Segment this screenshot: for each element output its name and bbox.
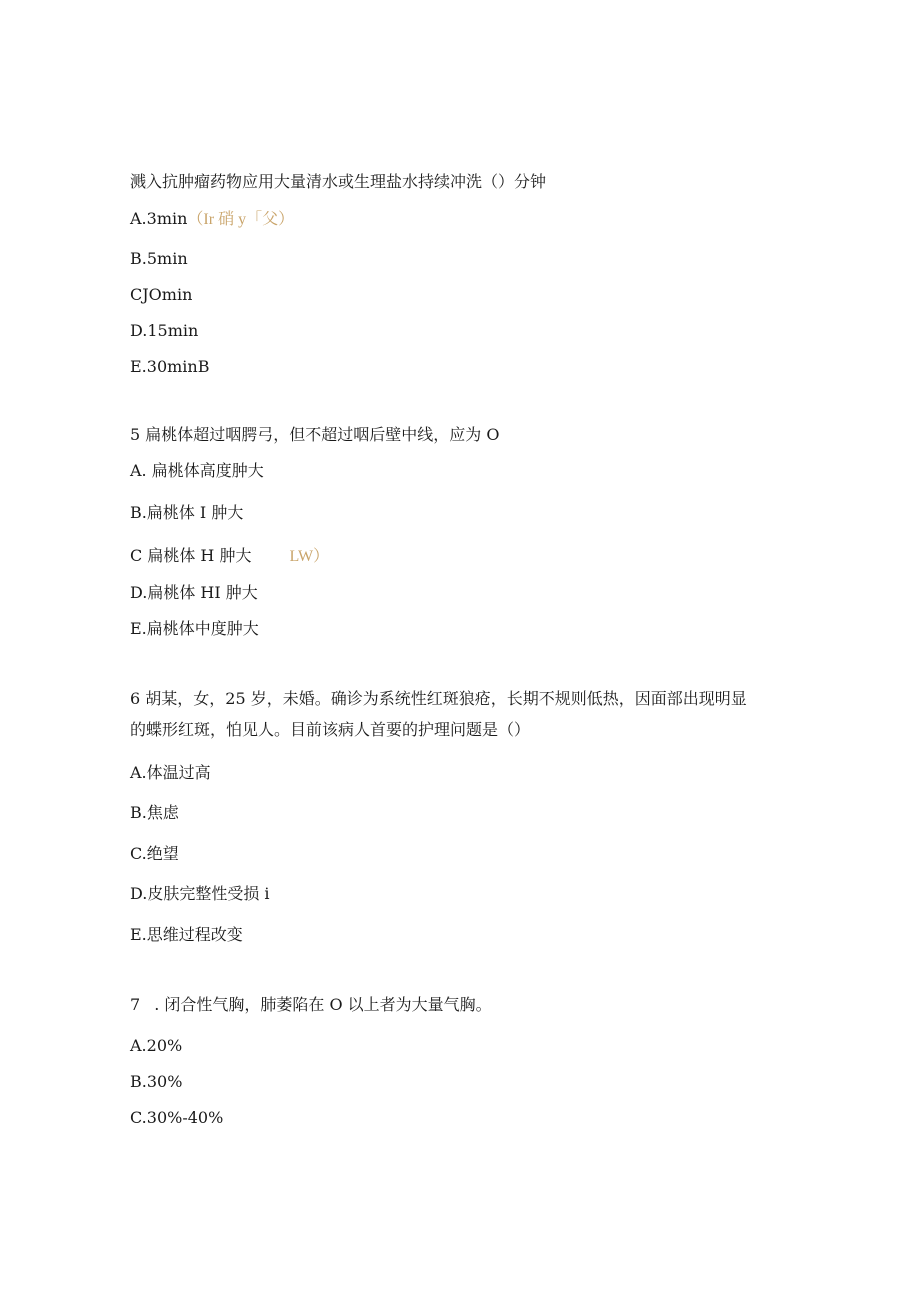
option-d: D.扁桃体 HI 肿大 — [130, 583, 258, 602]
option-d: D.15min — [130, 321, 199, 340]
handwritten-note: （Ir 硝 y「父） — [187, 211, 295, 228]
question-stem-line-1: 6 胡某，女，25 岁，未婚。确诊为系统性红斑狼疮，长期不规则低热，因面部出现明显 — [130, 689, 747, 708]
option-b: B.30% — [130, 1072, 183, 1091]
question-stem: 5 扁桃体超过咽腭弓，但不超过咽后壁中线，应为 O — [130, 425, 500, 444]
question-stem-line-2: 的蝶形红斑，怕见人。目前该病人首要的护理问题是（） — [130, 720, 531, 739]
option-a: A. 扁桃体高度肿大 — [130, 461, 264, 480]
option-c: C.30%-40% — [130, 1108, 224, 1127]
option-c: CJOmin — [130, 285, 193, 304]
question-stem: 溅入抗肿瘤药物应用大量清水或生理盐水持续冲洗（）分钟 — [130, 172, 547, 191]
option-b: B.焦虑 — [130, 803, 179, 822]
question-number: 7 — [130, 995, 141, 1014]
option-b: B.扁桃体 I 肿大 — [130, 503, 244, 522]
question-stem — [130, 995, 492, 1015]
option-c — [130, 546, 329, 567]
handwritten-note: LW） — [289, 548, 330, 565]
option-label: C 扁桃体 H 肿大 — [130, 546, 252, 565]
option-a: A.20% — [130, 1036, 183, 1055]
question-text: . 闭合性气胸，肺萎陷在 O 以上者为大量气胸。 — [154, 995, 492, 1014]
option-a: A.体温过高 — [130, 763, 211, 782]
option-e: E.扁桃体中度肿大 — [130, 619, 259, 638]
option-b: B.5min — [130, 249, 188, 268]
option-e: E.思维过程改变 — [130, 925, 243, 944]
option-label: A.3min — [130, 209, 188, 228]
option-d: D.皮肤完整性受损 i — [130, 884, 270, 903]
option-e: E.30minB — [130, 357, 210, 376]
option-c: C.绝望 — [130, 844, 179, 863]
option-a — [130, 209, 294, 230]
